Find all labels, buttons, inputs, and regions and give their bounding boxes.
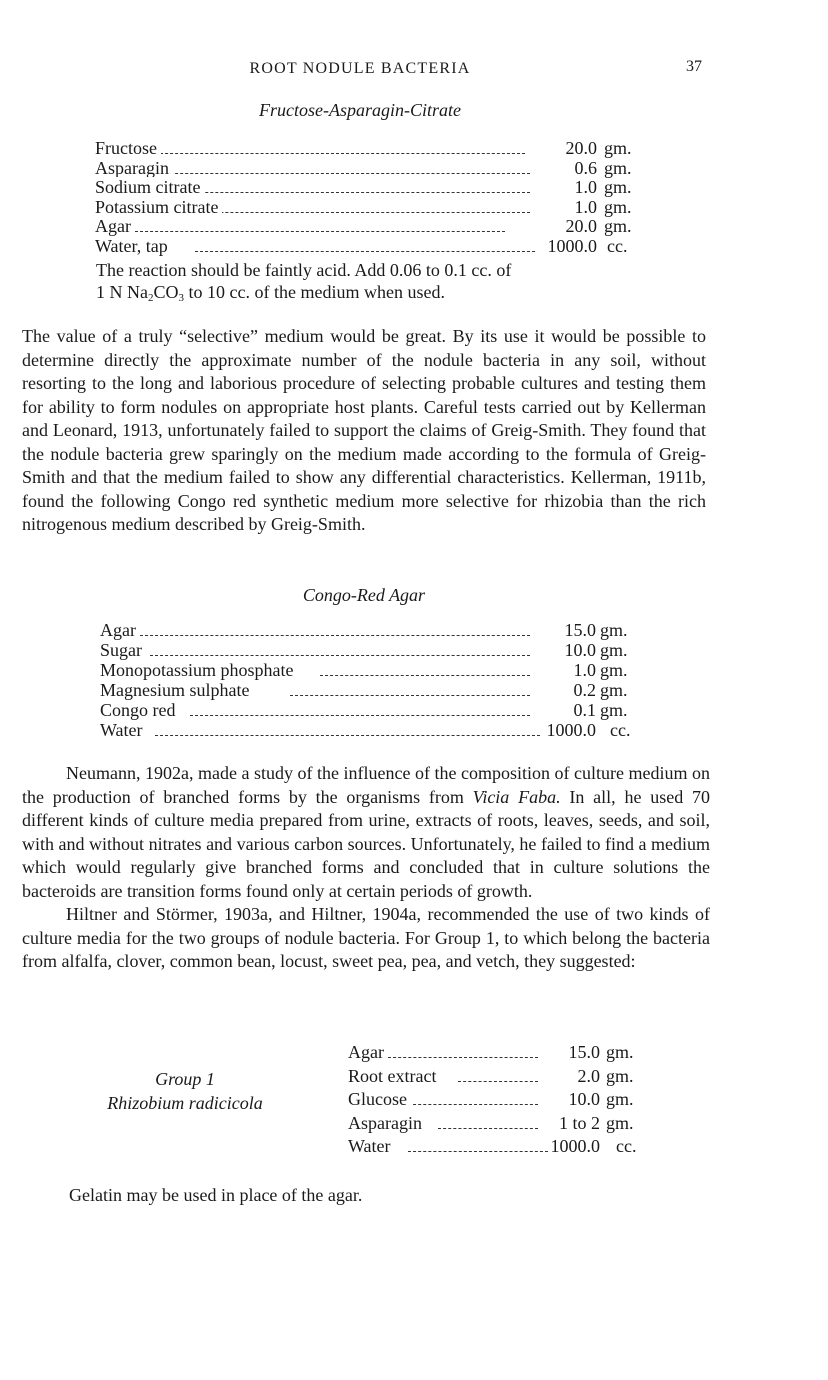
ingredient-amount: 2.0 (577, 1065, 600, 1086)
ingredient-unit: gm. (600, 680, 628, 700)
ingredient-name: Root extract (348, 1066, 440, 1087)
ingredient-amount: 1000.0 (550, 1136, 600, 1156)
ingredient-unit: gm. (606, 1065, 634, 1086)
group1-caption (40, 1067, 330, 1115)
ingredient-amount: 20.0 (565, 216, 597, 237)
running-head: ROOT NODULE BACTERIA (249, 60, 471, 77)
ingredient-unit: gm. (604, 157, 632, 178)
ingredient-amount: 15.0 (564, 620, 596, 640)
ingredient-name: Fructose (95, 138, 161, 159)
paragraph: Neumann, 1902a, made a study of the influence of the composition of culture medium on the production of branched forms by the organisms from Vicia Faba. In all, he used 70 different kinds of culture media prepared from urine, extracts of roots, leaves, seeds, and soil, with and without nitrates and various carbon sources. Unfortunately, he failed to find a medium which would regularly give branched forms and concluded that in culture solutions the bacteroids are transition forms found only at certain periods of growth. (22, 763, 710, 901)
ingredient-name: Monopotassium phosphate (100, 660, 298, 681)
ingredient-amount: 0.6 (574, 157, 597, 178)
ingredient-amount: 1000.0 (546, 720, 596, 740)
ingredient-amount: 0.2 (573, 680, 596, 700)
ingredient-unit: gm. (600, 640, 628, 660)
ingredient-amount: 1.0 (573, 660, 596, 680)
ingredient-name: Glucose (348, 1089, 411, 1110)
recipe2-title: Congo-Red Agar (302, 585, 426, 605)
closing-sentence: Gelatin may be used in place of the agar. (69, 1185, 363, 1205)
ingredient-amount: 20.0 (565, 138, 597, 158)
ingredient-unit: cc. (616, 1136, 637, 1156)
ingredient-unit: gm. (604, 216, 632, 237)
ingredient-unit: gm. (604, 196, 632, 217)
ingredient-unit: gm. (600, 620, 628, 640)
group1-table (348, 1042, 648, 1162)
ingredient-unit: cc. (610, 720, 631, 740)
recipe1-table (95, 138, 635, 262)
paragraph-text: The value of a truly “selective” medium would be great. By its use it would be possible to determine directly the approximate number of the nodule bacteria in any soil, without resorting to the long and laborious procedure of selecting probable cultures and testing them for ability to form nodules on appropriate host plants. Careful tests carried out by Kellerman and Leonard, 1913, unfortunately failed to support the claims of Greig-Smith. They found that the nodule bacteria grew sparingly on the medium made according to the formula of Greig-Smith and that the medium failed to show any differential characteristics. Kellerman, 1911b, found the following Congo red synthetic medium more selective for rhizobia than the rich nitrogenous medium described by Greig-Smith. (22, 326, 706, 534)
page-number: 37 (686, 58, 702, 75)
ingredient-name: Agar (95, 216, 135, 237)
ingredient-name: Water, tap (95, 236, 172, 257)
ingredient-unit: gm. (600, 700, 628, 720)
ingredient-amount: 1000.0 (547, 236, 597, 256)
ingredient-unit: gm. (600, 660, 628, 680)
paragraph (22, 325, 706, 537)
note-line: 1 N $Na_2CO_3$ to 10 cc. of the medium when used. (96, 282, 445, 304)
body-text (22, 762, 710, 974)
ingredient-name: Sodium citrate (95, 177, 204, 198)
ingredient-amount: 10.0 (564, 640, 596, 660)
recipe1-title: Fructose-Asparagin-Citrate (259, 100, 461, 120)
species-name: Vicia Faba. (472, 786, 561, 807)
ingredient-amount: 1.0 (574, 196, 597, 217)
ingredient-name: Asparagin (95, 158, 173, 179)
ingredient-unit: gm. (606, 1112, 634, 1133)
note-line: The reaction should be faintly acid. Add 0.06 to 0.1 cc. of (96, 260, 512, 280)
ingredient-unit: cc. (607, 236, 628, 256)
ingredient-unit: gm. (604, 138, 632, 158)
group1-label: Group 1 (155, 1069, 215, 1089)
recipe1-note (96, 259, 636, 303)
ingredient-unit: gm. (606, 1089, 634, 1109)
ingredient-name: Magnesium sulphate (100, 680, 253, 701)
group1-organism: Rhizobium radicicola (107, 1093, 263, 1113)
recipe2-table (100, 620, 640, 744)
ingredient-amount: 1.0 (574, 177, 597, 198)
ingredient-name: Agar (100, 620, 140, 641)
ingredient-name: Water (348, 1136, 395, 1157)
ingredient-amount: 0.1 (573, 700, 596, 720)
ingredient-name: Congo red (100, 700, 180, 721)
ingredient-name: Sugar (100, 640, 146, 661)
ingredient-amount: 10.0 (568, 1089, 600, 1109)
ingredient-amount: 15.0 (568, 1042, 600, 1062)
ingredient-amount: 1 to 2 (558, 1112, 600, 1133)
ingredient-unit: gm. (604, 177, 632, 198)
ingredient-name: Agar (348, 1042, 388, 1063)
ingredient-name: Potassium citrate (95, 197, 222, 218)
ingredient-unit: gm. (606, 1042, 634, 1062)
paragraph: Hiltner and Störmer, 1903a, and Hiltner, 1904a, recommended the use of two kinds of culture media for the two groups of nodule bacteria. For Group 1, to which belong the bacteria from alfalfa, clover, common bean, locust, sweet pea, pea, and vetch, they suggested: (22, 904, 710, 971)
ingredient-name: Water (100, 720, 147, 741)
ingredient-name: Asparagin (348, 1113, 426, 1134)
